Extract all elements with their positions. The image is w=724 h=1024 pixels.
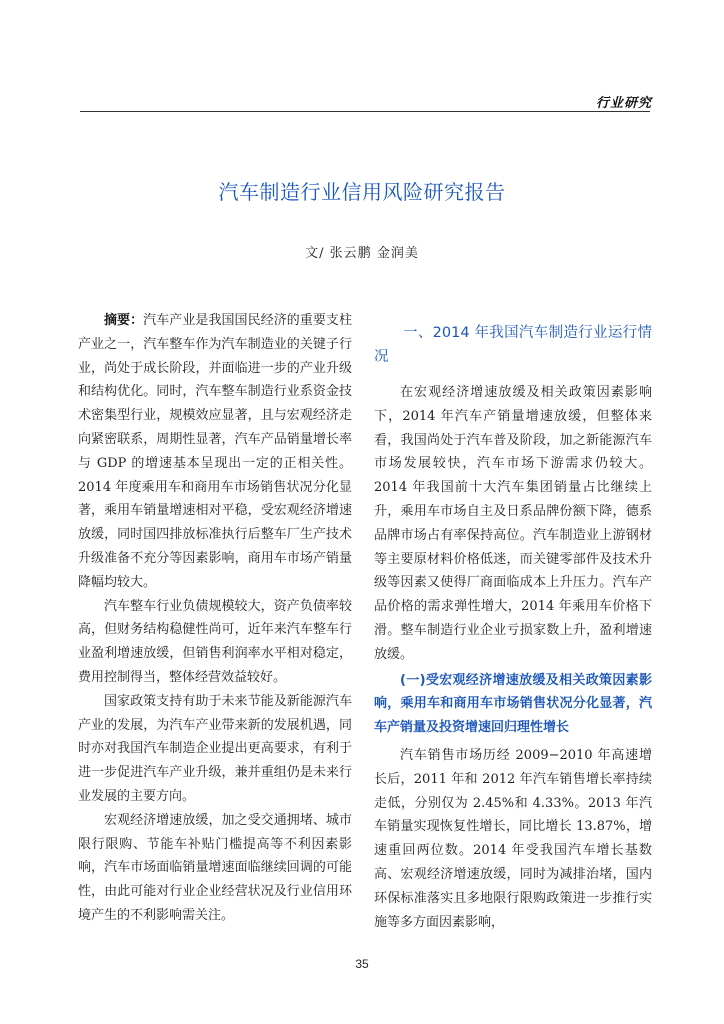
abstract-paragraph-1 [78,309,352,595]
article-authors: 文/ 张云鹏 金润美 [305,246,419,261]
abstract-text-1: 汽车产业是我国国民经济的重要支柱产业之一，汽车整车作为汽车制造业的关键子行业，尚处于成长阶段，并面临进一步的产业升级和结构优化。同时，汽车整车制造行业系资金技术密集型行业，规模效应显著，且与宏观经济走向紧密联系，周期性显著，汽车产品销量增长率与 GDP 的增速基本呈现出一定的正相关性。2014 年度乘用车和商用车市场销售状况分化显著，乘用车销量增速相对平稳，受宏观经济增速放缓，同时国四排放标准执行后整车厂生产技术升级准备不充分等因素影响，商用车市场产销量降幅均较大。 [78,313,352,590]
left-column [78,309,352,928]
page-number: 35 [355,957,369,971]
section-heading: 一、2014 年我国汽车制造行业运行情况 [374,325,652,365]
article-title: 汽车制造行业信用风险研究报告 [218,180,506,204]
abstract-paragraph-3: 国家政策支持有助于未来节能及新能源汽车产业的发展，为汽车产业带来新的发展机遇，同时亦对我国汽车制造企业提出更高要求，有利于进一步促进汽车产业升级，兼并重组仍是未来行业发展的主要方向。 [78,693,352,804]
header-divider [80,111,650,112]
abstract-paragraph-2: 汽车整车行业负债规模较大，资产负债率较高，但财务结构稳健性尚可，近年来汽车整车行业盈利增速放缓，但销售利润率水平相对稳定，费用控制得当，整体经营效益较好。 [78,598,352,685]
section-label: 行业研究 [596,96,653,111]
right-column [374,309,652,934]
subsection-heading: (一)受宏观经济增速放缓及相关政策因素影响，乘用车和商用车市场销售状况分化显著，汽车产销量及投资增速回归理性增长 [374,672,652,736]
body-paragraph-1: 在宏观经济增速放缓及相关政策因素影响下，2014 年汽车产销量增速放缓，但整体来看，我国尚处于汽车普及阶段，加之新能源汽车市场发展较快，汽车市场下游需求仍较大。2014 年我国前十大汽车集团销量占比继续上升，乘用车市场自主及日系品牌份额下降，德系品牌市场占有率保持高位。汽车制造业上游钢材等主要原材料价格低迷，而关键零部件及技术升级等因素又使得厂商面临成本上升压力。汽车产品价格的需求弹性增大，2014 年乘用车价格下滑。整车制造行业企业亏损家数上升，盈利增速放缓。 [374,385,652,662]
abstract-paragraph-4: 宏观经济增速放缓，加之受交通拥堵、城市限行限购、节能车补贴门槛提高等不利因素影响，汽车市场面临销量增速面临继续回调的可能性，由此可能对行业企业经营状况及行业信用环境产生的不利影响需关注。 [78,812,352,923]
body-paragraph-2: 汽车销售市场历经 2009−2010 年高速增长后，2011 年和 2012 年汽车销售增长率持续走低，分别仅为 2.45%和 4.33%。2013 年汽车销量实现恢复性增长，同比增长 13.87%，增速重回两位数。2014 年受我国汽车增长基数高、宏观经济增速放缓，同时为减排治堵，国内环保标准落实且多地限行限购政策进一步推行实施等多方面因素影响， [374,747,652,930]
abstract-label: 摘要： [104,313,144,328]
